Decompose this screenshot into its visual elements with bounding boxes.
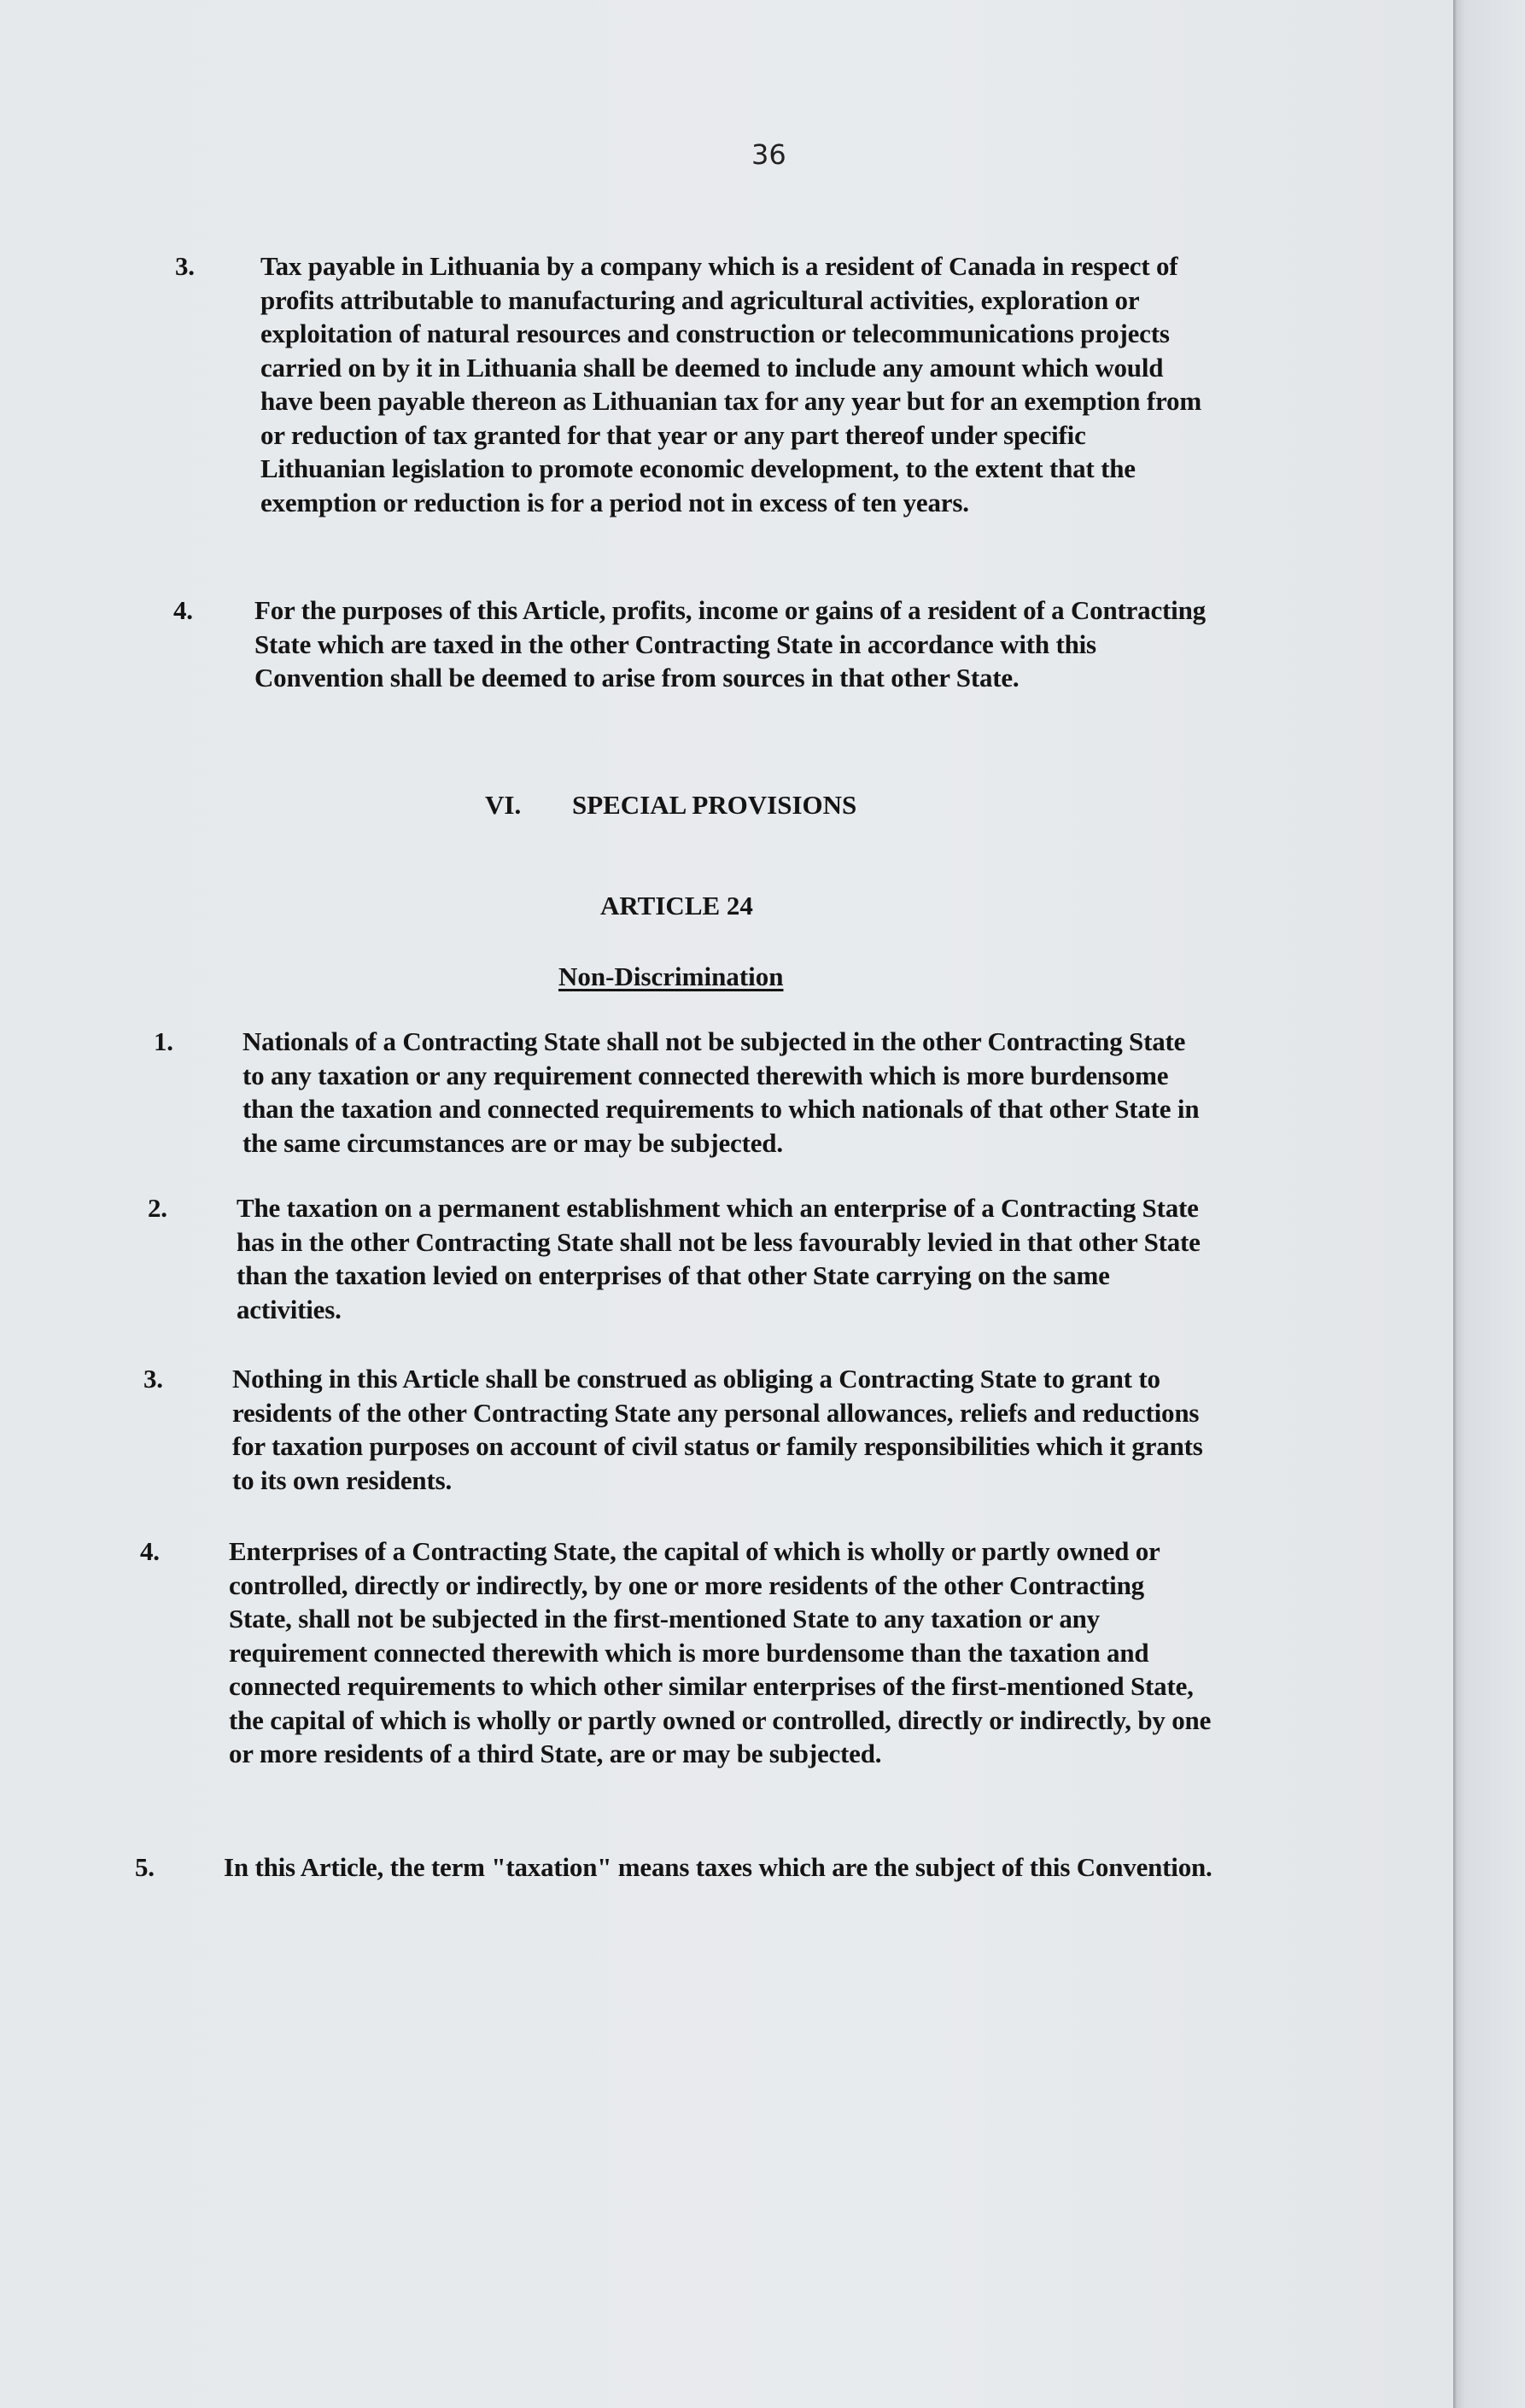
paragraph-24-2 — [148, 1191, 1213, 1326]
section-title: SPECIAL PROVISIONS — [571, 790, 857, 820]
section-heading — [485, 790, 856, 821]
paragraph-23-4 — [173, 593, 1219, 695]
paragraph-number: 5. — [135, 1852, 155, 1882]
paragraph-text: Tax payable in Lithuania by a company which is a resident of Canada in respect of profits attributable to manufacturing and agricultural activities, exploration or exploitation of natural resources and construction or telecommunications projects carried on by it in Lithuania shall be deemed to include any amount which would have been payable thereon as Lithuanian tax for any year but for an exemption from or reduction of tax granted for that year or any part thereof under specific Lithuanian legislation to promote economic development, to the extent that the exemption or reduction is for a period not in excess of ten years. — [260, 251, 1201, 517]
paragraph-number: 2. — [148, 1193, 167, 1223]
article-label: ARTICLE 24 — [600, 891, 753, 921]
paragraph-number: 3. — [175, 251, 195, 281]
section-number: VI. — [485, 790, 522, 820]
paragraph-24-3 — [143, 1362, 1213, 1497]
article-title: Non-Discrimination — [558, 961, 784, 991]
paragraph-text: For the purposes of this Article, profits, income or gains of a resident of a Contracting State which are taxed in the other Contracting State in accordance with this Convention shall be deemed to arise from sources in that other State. — [254, 595, 1206, 693]
paragraph-24-5 — [135, 1850, 1213, 1885]
paragraph-23-3 — [175, 249, 1217, 519]
page-number: 36 — [751, 138, 786, 171]
paragraph-24-1 — [154, 1025, 1212, 1160]
paragraph-text: In this Article, the term "taxation" means taxes which are the subject of this Convention. — [224, 1852, 1212, 1882]
paragraph-text: The taxation on a permanent establishment which an enterprise of a Contracting State has in the other Contracting State shall not be less favourably levied in that other State than the taxation levied on enterprises of that other State carrying on the same activities. — [237, 1193, 1201, 1324]
paragraph-number: 3. — [143, 1364, 163, 1394]
page-edge-shadow — [1453, 0, 1525, 2408]
paragraph-number: 1. — [154, 1026, 173, 1056]
paragraph-24-4 — [140, 1534, 1213, 1771]
paragraph-text: Enterprises of a Contracting State, the capital of which is wholly or partly owned or controlled, directly or indirectly, by one or more residents of the other Contracting State, shall not be subjected in the first-mentioned State to any taxation or any requirement connected therewith which is more burdensome than the taxation and connected requirements to which other similar enterprises of the first-mentioned State, the capital of which is wholly or partly owned or controlled, directly or indirectly, by one or more residents of a third State, are or may be subjected. — [229, 1536, 1212, 1768]
paragraph-text: Nothing in this Article shall be construed as obliging a Contracting State to grant to residents of the other Contracting State any personal allowances, reliefs and reductions for taxation purposes on account of civil status or family responsibilities which it grants to its own residents. — [232, 1364, 1203, 1495]
paragraph-text: Nationals of a Contracting State shall not be subjected in the other Contracting State to any taxation or any requirement connected therewith which is more burdensome than the taxation and connected requirements to which nationals of that other State in the same circumstances are or may be subjected. — [242, 1026, 1200, 1158]
paragraph-number: 4. — [140, 1536, 160, 1566]
paragraph-number: 4. — [173, 595, 193, 625]
